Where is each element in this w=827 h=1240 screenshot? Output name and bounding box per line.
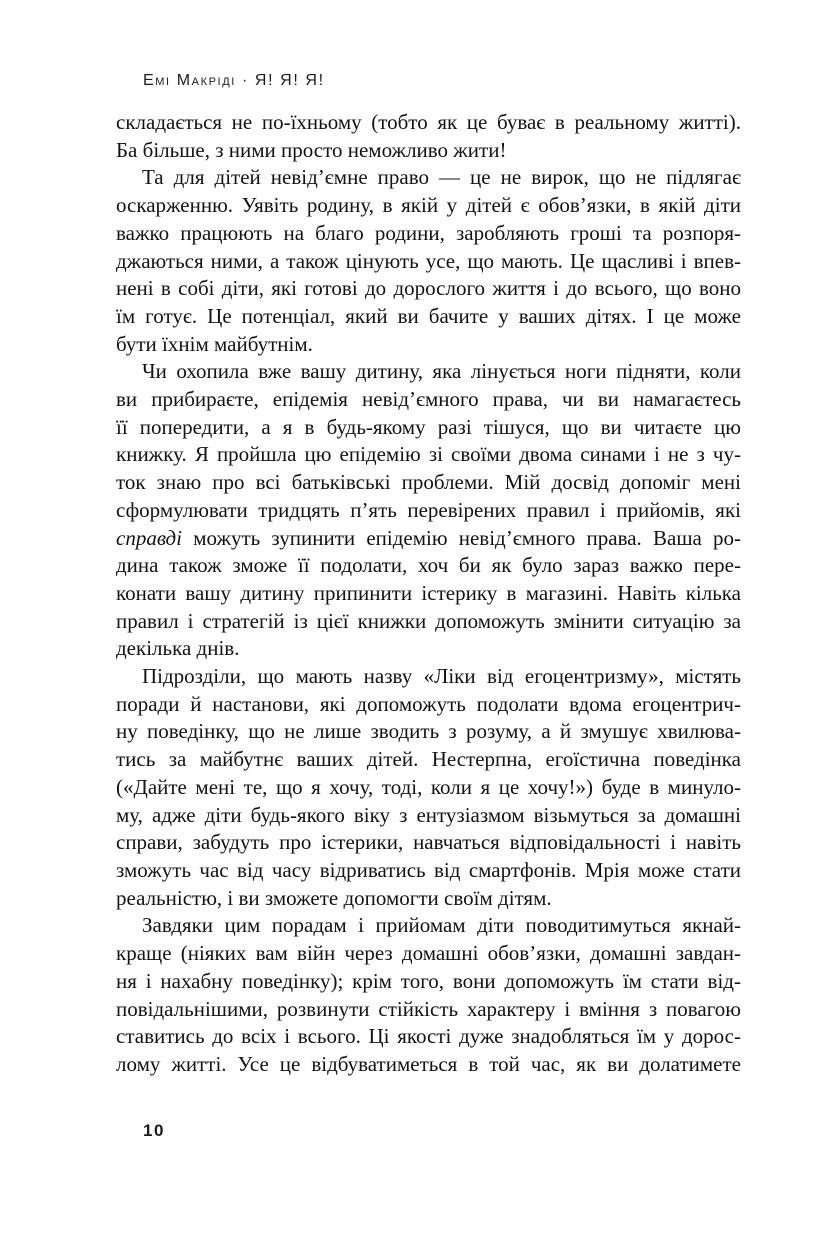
text-segment: дина також зможе її подолати, хоч би як було зараз важко пере- <box>116 553 741 578</box>
text-segment: Ба більше, з ними просто неможливо жити! <box>116 137 507 162</box>
paragraph <box>116 164 741 358</box>
text-segment: оскарженню. Уявіть родину, в якій у дітей є обов’язки, в якій діти <box>116 193 741 218</box>
text-line <box>116 829 741 857</box>
text-line <box>116 386 741 414</box>
text-segment: конати вашу дитину припинити істерику в магазині. Навіть кілька <box>116 580 741 605</box>
text-segment: ток знаю про всі батьківські проблеми. Мій досвід допоміг мені <box>116 470 741 495</box>
text-line <box>116 275 741 303</box>
text-segment: її попередити, а я в будь-якому разі тішуся, що ви читаєте цю <box>116 414 741 439</box>
text-line <box>116 718 741 746</box>
paragraph <box>116 912 741 1078</box>
text-segment: ставитись до всіх і всього. Ці якості дуже знадобляться їм у дорос- <box>116 1024 741 1049</box>
text-line <box>116 774 741 802</box>
text-segment: нені в собі діти, які готові до дорослого життя і до всього, що воно <box>116 276 741 301</box>
text-line <box>116 885 741 913</box>
italic-text: справді <box>116 525 182 550</box>
text-segment: правил і стратегій із цієї книжки допоможуть змінити ситуацію за <box>116 608 741 633</box>
text-line <box>116 552 741 580</box>
text-line <box>116 1051 741 1079</box>
text-segment: складається не по-їхньому (тобто як це буває в реальному житті). <box>116 110 741 134</box>
text-line <box>116 857 741 885</box>
text-segment: важко працюють на благо родини, заробляють гроші та розпоря- <box>116 220 741 245</box>
text-line <box>116 137 741 165</box>
text-segment: («Дайте мені те, що я хочу, тоді, коли я це хочу!») буде в минуло- <box>116 774 741 799</box>
paragraph <box>116 663 741 912</box>
text-segment: краще (ніяких вам війн через домашні обов’язки, домашні завдан- <box>116 941 741 966</box>
text-line <box>116 525 741 553</box>
text-line <box>116 220 741 248</box>
text-line <box>116 109 741 137</box>
text-line <box>116 469 741 497</box>
text-line <box>116 691 741 719</box>
text-line <box>116 164 741 192</box>
text-line <box>116 940 741 968</box>
text-segment: ви прибираєте, епідемія невід’ємного права, чи ви намагаєтесь <box>116 387 741 412</box>
text-segment: поради й настанови, які допоможуть подолати вдома егоцентрич- <box>116 691 741 716</box>
text-segment: їм готує. Це потенціал, який ви бачите у ваших дітях. І це може <box>116 303 741 328</box>
text-line <box>116 912 741 940</box>
running-head: Емі Макріді · Я! Я! Я! <box>143 72 325 89</box>
text-line <box>116 303 741 331</box>
text-segment: Чи охопила вже вашу дитину, яка лінується ноги підняти, коли <box>142 359 741 384</box>
text-line <box>116 414 741 442</box>
text-segment: Підрозділи, що мають назву «Ліки від егоцентризму», містять <box>142 664 741 689</box>
text-line <box>116 358 741 386</box>
text-segment: декілька днів. <box>116 636 240 661</box>
text-segment: му, адже діти будь-якого віку з ентузіазмом візьмуться за домашні <box>116 802 741 827</box>
text-segment: реальністю, і ви зможете допомогти своїм дітям. <box>116 885 552 910</box>
text-line <box>116 497 741 525</box>
text-segment: тись за майбутнє ваших дітей. Нестерпна, егоїстична поведінка <box>116 747 741 772</box>
text-line <box>116 192 741 220</box>
paragraph <box>116 358 741 663</box>
body-text <box>116 109 741 1079</box>
text-segment: зможуть час від часу відриватись від смартфонів. Мрія може стати <box>116 857 741 882</box>
text-line <box>116 1023 741 1051</box>
text-line <box>116 802 741 830</box>
text-line <box>116 441 741 469</box>
text-line <box>116 580 741 608</box>
text-segment: Завдяки цим порадам і прийомам діти поводитимуться якнай- <box>142 913 741 938</box>
text-line <box>116 608 741 636</box>
text-segment: можуть зупинити епідемію невід’ємного права. Ваша ро- <box>182 525 741 550</box>
paragraph <box>116 109 741 164</box>
text-line <box>116 635 741 663</box>
text-segment: бути їхнім майбутнім. <box>116 331 313 356</box>
text-line <box>116 248 741 276</box>
text-segment: книжку. Я пройшла цю епідемію зі своїми двома синами і не з чу- <box>116 442 741 467</box>
text-line <box>116 968 741 996</box>
text-segment: справи, забудуть про істерики, навчаться відповідальності і навіть <box>116 830 741 855</box>
text-segment: Та для дітей невід’ємне право — це не вирок, що не підлягає <box>142 165 741 190</box>
text-line <box>116 746 741 774</box>
text-line <box>116 663 741 691</box>
text-segment: ня і нахабну поведінку); крім того, вони допоможуть їм стати від- <box>116 968 741 993</box>
text-line <box>116 331 741 359</box>
text-line <box>116 996 741 1024</box>
text-segment: ну поведінку, що не лише зводить з розуму, а й змушує хвилюва- <box>116 719 741 744</box>
page-number: 10 <box>143 1121 165 1140</box>
text-segment: повідальнішими, розвинути стійкість характеру і вміння з повагою <box>116 996 741 1021</box>
text-segment: сформулювати тридцять п’ять перевірених правил і прийомів, які <box>116 497 741 522</box>
text-segment: джаються ними, а також цінують усе, що мають. Це щасливі і впев- <box>116 248 741 273</box>
text-segment: лому житті. Усе це відбуватиметься в той час, як ви долатимете <box>116 1051 741 1076</box>
